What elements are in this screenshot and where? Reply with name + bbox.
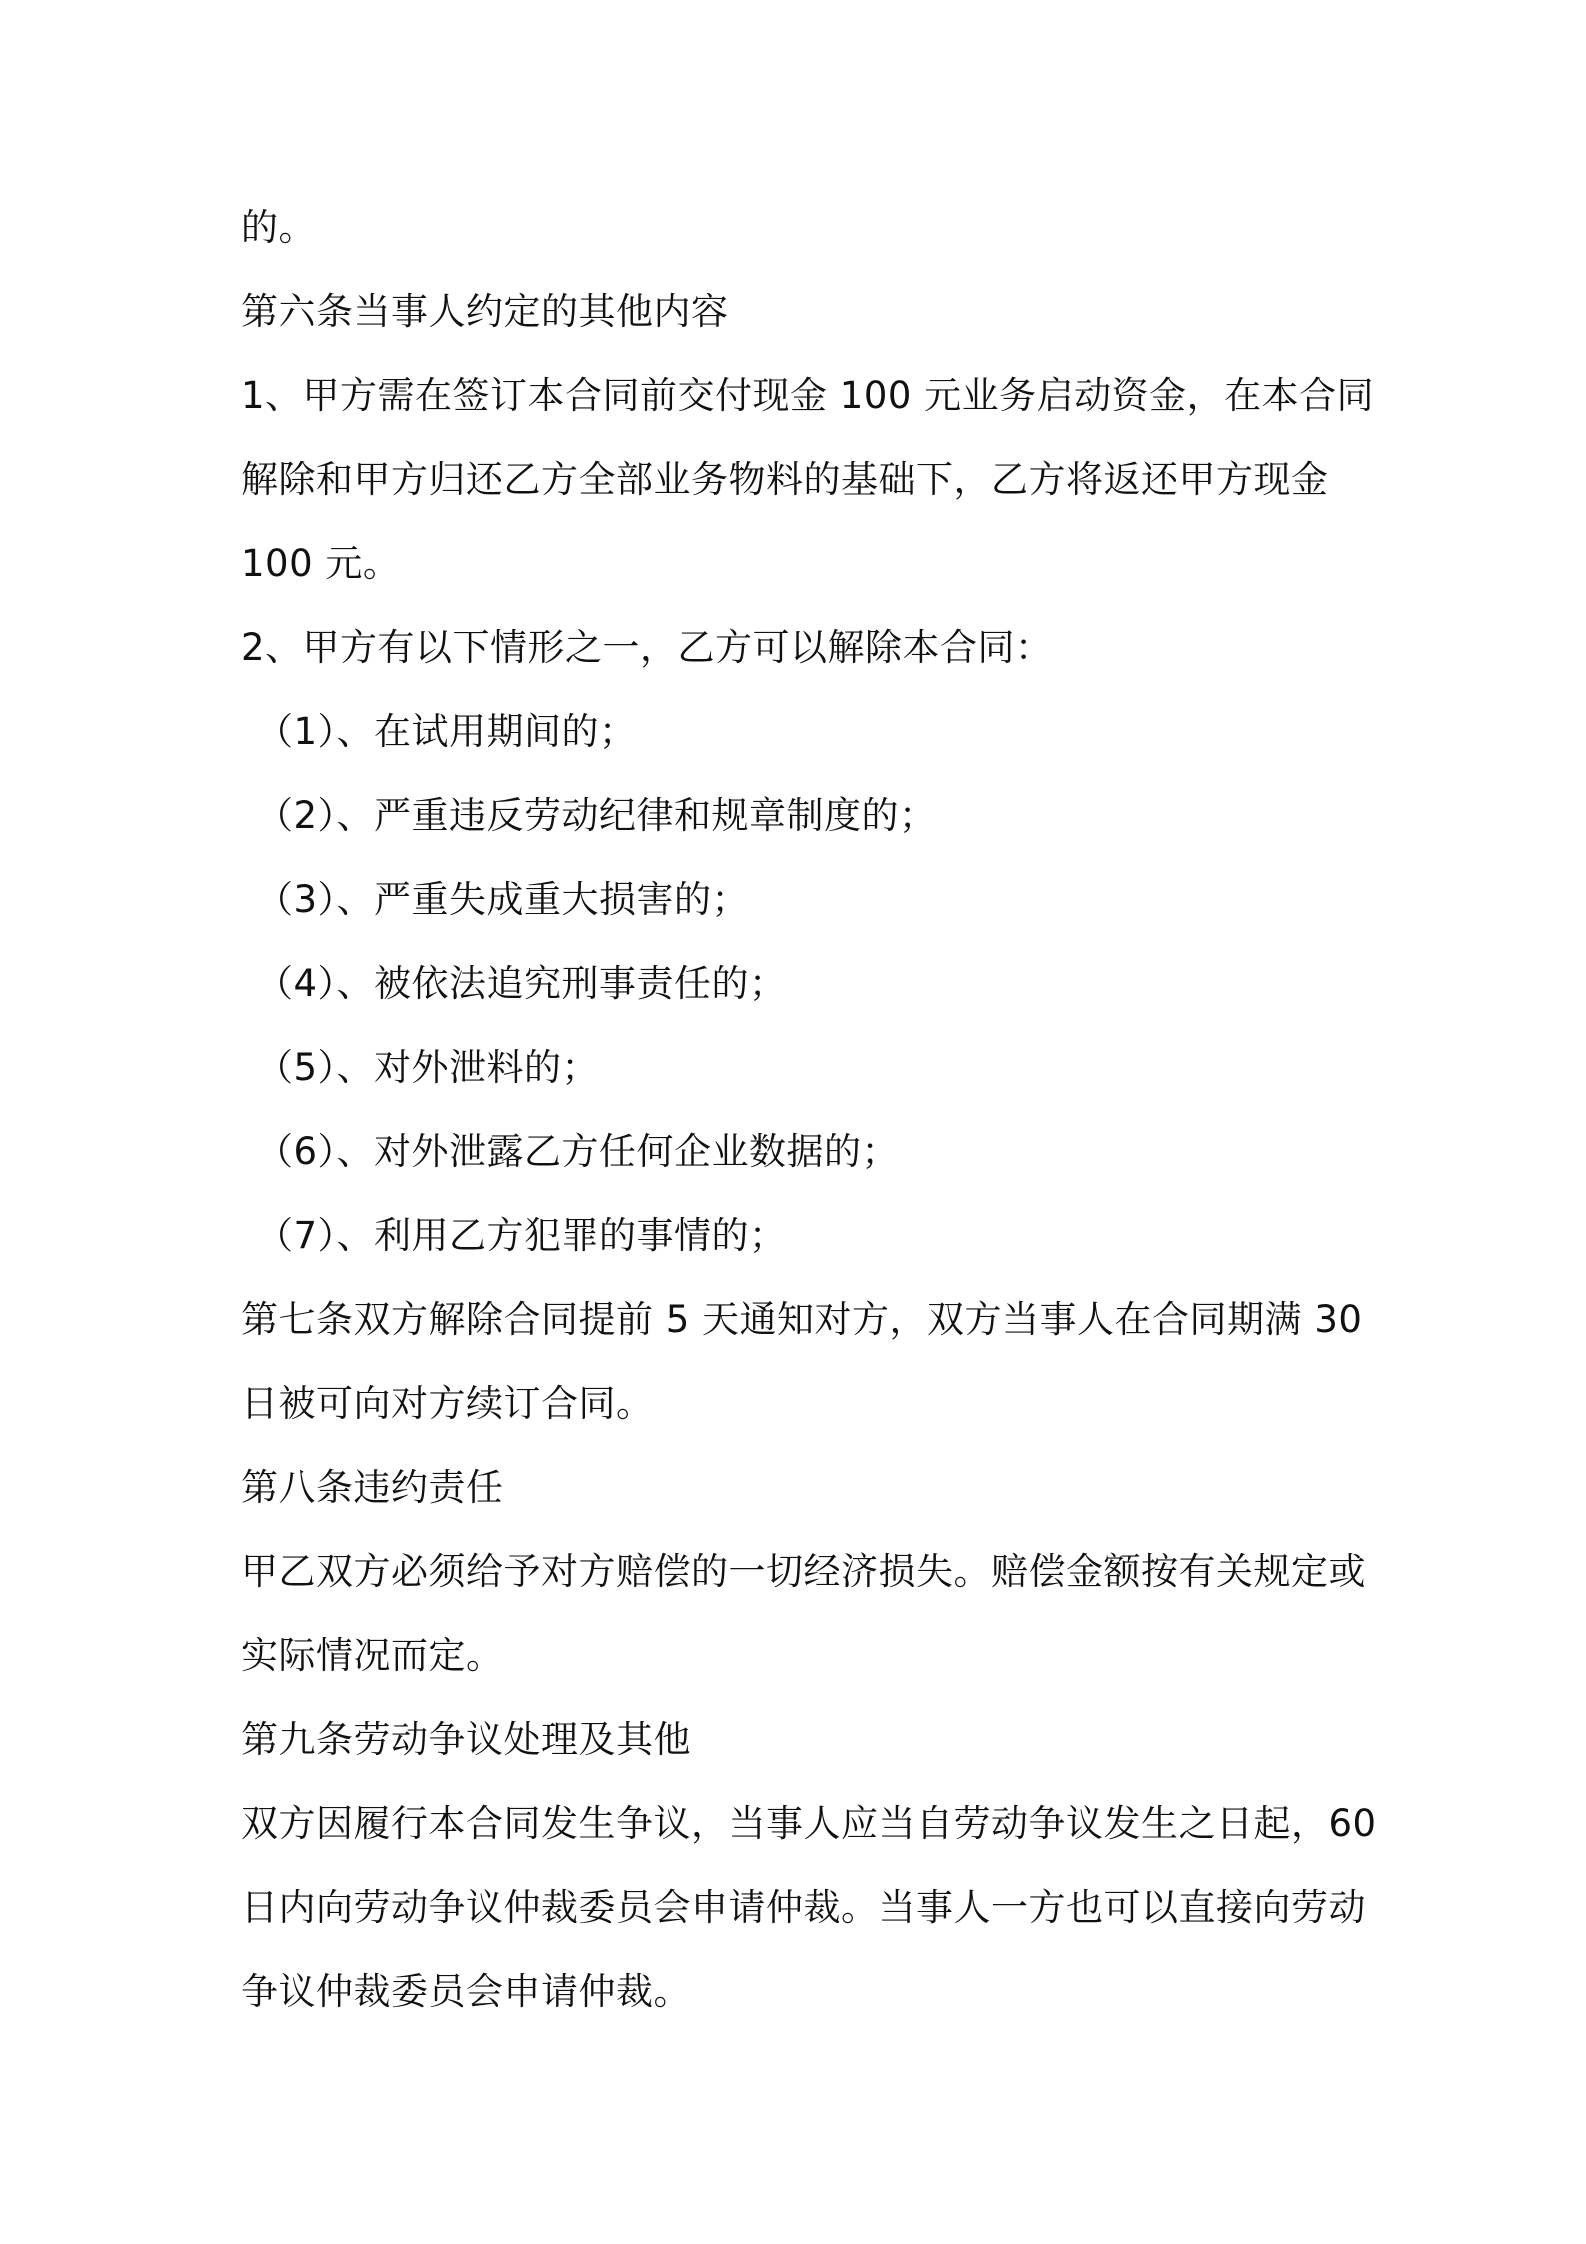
text-line: 双方因履行本合同发生争议，当事人应当自劳动争议发生之日起，60 (241, 1802, 1377, 1845)
text-line: 100 元。 (241, 542, 401, 585)
text-line: 1、甲方需在签订本合同前交付现金 100 元业务启动资金，在本合同 (241, 374, 1375, 417)
text-line: 第七条双方解除合同提前 5 天通知对方，双方当事人在合同期满 30 (241, 1298, 1363, 1341)
text-line: 甲乙双方必须给予对方赔偿的一切经济损失。赔偿金额按有关规定或 (241, 1550, 1366, 1593)
text-line: 日内向劳动争议仲裁委员会申请仲裁。当事人一方也可以直接向劳动 (241, 1886, 1366, 1929)
list-item: （5）、对外泄料的； (256, 1046, 600, 1089)
section-heading: 第九条劳动争议处理及其他 (241, 1718, 691, 1761)
section-heading: 第八条违约责任 (241, 1466, 504, 1509)
text-line: 的。 (241, 206, 316, 249)
text-line: 争议仲裁委员会申请仲裁。 (241, 1970, 691, 2013)
text-line: 日被可向对方续订合同。 (241, 1382, 654, 1425)
list-item: （7）、利用乙方犯罪的事情的； (256, 1214, 787, 1257)
list-item: （4）、被依法追究刑事责任的； (256, 962, 787, 1005)
text-line: 实际情况而定。 (241, 1634, 504, 1677)
section-heading: 第六条当事人约定的其他内容 (241, 290, 729, 333)
list-item: （2）、严重违反劳动纪律和规章制度的； (256, 794, 937, 837)
text-line: 解除和甲方归还乙方全部业务物料的基础下，乙方将返还甲方现金 (241, 458, 1329, 501)
list-item: （6）、对外泄露乙方任何企业数据的； (256, 1130, 900, 1173)
list-item: （1）、在试用期间的； (256, 710, 637, 753)
text-line: 2、甲方有以下情形之一，乙方可以解除本合同： (241, 626, 1053, 669)
list-item: （3）、严重失成重大损害的； (256, 878, 750, 921)
